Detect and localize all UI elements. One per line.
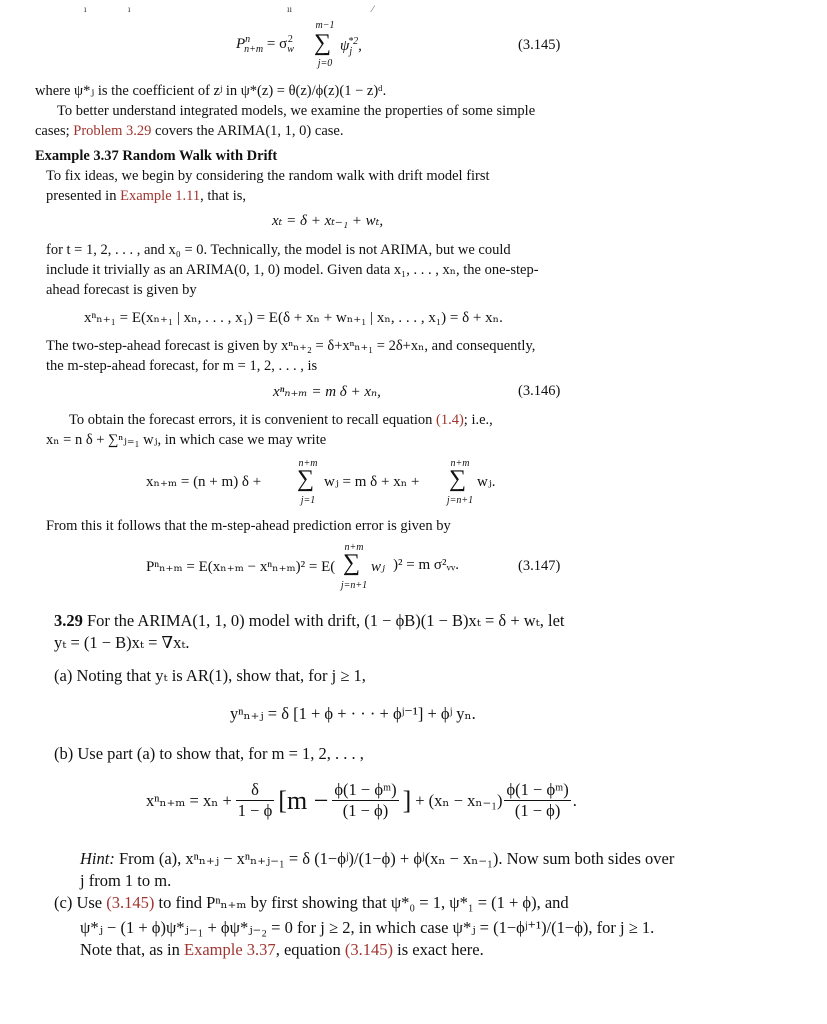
top-mark-2: ı [128,4,131,14]
part-b-equation: xⁿₙ₊ₘ = xₙ + $\frac{\delta}{1 - \phi}$ [m − $\frac{\text{ϕ(1 − ϕᵐ)}}{(1 - \phi)}$ ] + (xₙ − xₙ₋₁) $\frac{\text{ϕ(1 − ϕᵐ)}}{(1 - \phi)}$ . [146,780,577,820]
eq145-sum-sign: ∑ [314,30,332,56]
example-p3-line-1: The two-step-ahead forecast is given by xⁿₙ₊₂ = δ+xⁿₙ₊₁ = 2δ+xₙ, and consequently, [46,338,536,354]
example-p1-line-2: presented in Example 1.11, that is, [46,188,247,204]
intro-line-1: where ψ*ⱼ is the coefficient of zʲ in ψ*(z) = θ(z)/ϕ(z)(1 − z)ᵈ. [35,83,387,99]
example-p2-line-1: for t = 1, 2, . . . , and x₀ = 0. Technically, the model is not ARIMA, but we could [46,242,511,258]
problem-part-c-line-3: Note that, as in Example 3.37, equation (3.145) is exact here. [80,940,484,959]
top-mark-3: ıı [287,4,293,14]
eq147-mid: wⱼ [371,559,385,575]
eq147-sum-sign: ∑ [343,550,361,576]
problem-part-a: (a) Noting that yₜ is AR(1), show that, for j ≥ 1, [54,666,366,685]
problem-line-1: 3.29 For the ARIMA(1, 1, 0) model with drift, (1 − ϕB)(1 − B)xₜ = δ + wₜ, let [54,611,565,630]
hint-line-2: j from 1 to m. [80,871,172,890]
eq147-sum-upper: n+m [344,542,364,553]
random-walk-equation: xₜ = δ + xₜ₋₁ + wₜ, [272,213,384,229]
equation-number-3-145: (3.145) [518,37,561,53]
problem-part-b: (b) Use part (a) to show that, for m = 1, 2, . . . , [54,744,364,763]
part-b-fraction-2: $\frac{\text{ϕ(1 − ϕᵐ)}}{(1 - \phi)}$ [334,780,397,820]
part-a-equation: yⁿₙ₊ⱼ = δ [1 + ϕ + · · · + ϕʲ⁻¹] + ϕʲ yₙ. [230,704,476,723]
equation-3-146: xⁿₙ₊ₘ = m δ + xₙ, [273,384,381,400]
xnm-lhs: xₙ₊ₘ = (n + m) δ + [146,474,262,490]
xnm-sum1-lower: j=1 [300,495,316,506]
eq147-lhs: Pⁿₙ₊ₘ = E(xₙ₊ₘ − xⁿₙ₊ₘ)² = E( [146,559,336,575]
one-step-forecast-equation: xⁿₙ₊₁ = E(xₙ₊₁ | xₙ, . . . , x₁) = E(δ + xₙ + wₙ₊₁ | xₙ, . . . , x₁) = δ + xₙ. [84,310,503,326]
equation-number-3-147: (3.147) [518,558,561,574]
xnm-tail: wⱼ. [477,474,496,490]
equation-3-145-link-2[interactable]: (3.145) [344,940,394,959]
problem-part-c-line-2: ψ*ⱼ − (1 + ϕ)ψ*ⱼ₋₁ + ϕψ*ⱼ₋₂ = 0 for j ≥ 2, in which case ψ*ⱼ = (1−ϕʲ⁺¹)/(1−ϕ), for j ≥ 1. [80,918,655,937]
equation-3-145: $P^n_{n+m} = \sigma_w^2$ [236,34,294,55]
hint-line-1: Hint: From (a), xⁿₙ₊ⱼ − xⁿₙ₊ⱼ₋₁ = δ (1−ϕʲ)/(1−ϕ) + ϕʲ(xₙ − xₙ₋₁). Now sum both sides over [80,849,675,868]
problem-3-29-link[interactable]: Problem 3.29 [73,123,152,139]
intro-line-3: cases; Problem 3.29 covers the ARIMA(1, 1, 0) case. [35,123,344,139]
example-p4-line-2: xₙ = n δ + ∑ⁿⱼ₌₁ wⱼ, in which case we may write [46,432,327,448]
xnm-sum2-lower: j=n+1 [446,495,474,506]
xnm-sum1-sign: ∑ [297,466,315,492]
intro-line-2: To better understand integrated models, we examine the properties of some simple [57,103,536,119]
example-p3-line-2: the m-step-ahead forecast, for m = 1, 2, . . . , is [46,358,318,374]
xnm-sum2-upper: n+m [450,458,470,469]
example-3-37-link[interactable]: Example 3.37 [184,940,276,959]
eq147-rhs: )² = m σ²ᵥᵥ. [393,557,460,573]
example-p2-line-2: include it trivially as an ARIMA(0, 1, 0) model. Given data x₁, . . . , xₙ, the one-step- [46,262,539,278]
example-p4-line-1: To obtain the forecast errors, it is convenient to recall equation (1.4); i.e., [69,412,493,428]
eq145-sum-upper: m−1 [315,20,335,31]
top-mark-1: ı [84,4,87,14]
eq145-sum-lower: j=0 [317,58,333,69]
example-p1-line-1: To fix ideas, we begin by considering the random walk with drift model first [46,168,490,184]
xnm-mid: wⱼ = m δ + xₙ + [324,474,420,490]
xnm-sum2-sign: ∑ [449,466,467,492]
xnm-sum1-upper: n+m [298,458,318,469]
equation-1-4-link[interactable]: (1.4) [436,412,464,428]
example-p2-line-3: ahead forecast is given by [46,282,197,298]
problem-line-2: yₜ = (1 − B)xₜ = ∇xₜ. [54,633,190,652]
equation-number-3-146: (3.146) [518,383,561,399]
part-b-fraction-3: $\frac{\text{ϕ(1 − ϕᵐ)}}{(1 - \phi)}$ [506,780,569,820]
equation-3-145-link[interactable]: (3.145) [106,893,155,912]
problem-part-c-line-1: (c) Use (3.145) to find Pⁿₙ₊ₘ by first showing that ψ*₀ = 1, ψ*₁ = (1 + ϕ), and [54,893,569,912]
example-p5-line-1: From this it follows that the m-step-ahead prediction error is given by [46,518,451,534]
eq147-sum-lower: j=n+1 [340,580,368,591]
part-b-fraction-1: $\frac{\delta}{1 - \phi}$ [237,780,273,820]
example-heading: Example 3.37 Random Walk with Drift [35,148,278,164]
example-1-11-link[interactable]: Example 1.11 [120,188,201,204]
top-mark-4: ⁄ [372,4,374,14]
eq145-rhs: $\psi_j^{*2}$, [340,36,362,57]
